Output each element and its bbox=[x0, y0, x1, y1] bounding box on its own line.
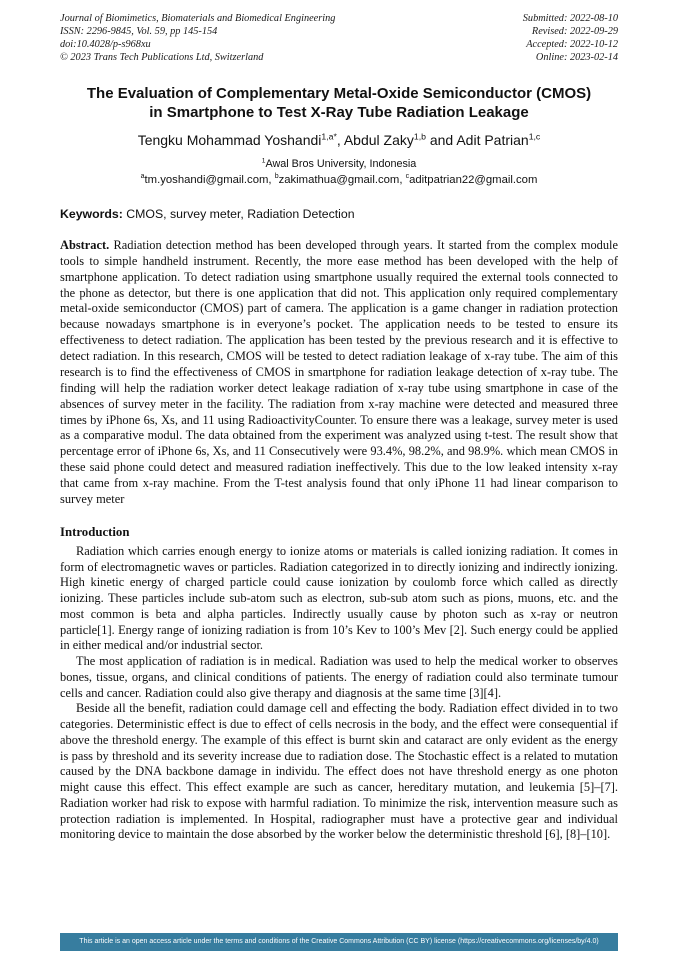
author-1-superscript: 1,a* bbox=[321, 131, 337, 142]
paper-title: The Evaluation of Complementary Metal-Oxide Semiconductor (CMOS) in Smartphone to Test X-Ray Tube Radiation Leakage bbox=[86, 85, 592, 122]
date-revised: Revised: 2022-09-29 bbox=[531, 25, 618, 37]
journal-copyright: © 2023 Trans Tech Publications Ltd, Switzerland bbox=[60, 51, 264, 63]
emails-separator-2: , bbox=[399, 173, 406, 186]
abstract-text: Radiation detection method has been developed through years. It started from the complex module tools to simple handheld instrument. Recently, the more ease method has been developed with the help of smartphone application. To detect radiation using smartphone usually required the external tools connected to the phone as detector, but there is one application that did not. This application only required complementary metal-oxide semiconductor (CMOS) part of camera. The application is a game changer in radiation protection because nowadays smartphone is in everyone’s pocket. The application needs to be tested to ensure its effectiveness to detect radiation. The application has been tested by the previous research and it is effective to detect radiation. In this research, CMOS will be tested to detect radiation leakage of x-ray tube. The aim of this research is to find the effectiveness of CMOS in smartphone for radiation leakage detection of x-ray tube. The finding will help the radiation worker detect leakage radiation of x-ray tube using smartphone in case of the absences of survey meter in the facility. The radiation from x-ray machine were detected and measured three times by iPhone 6s, Xs, and 11 using RadioactivityCounter. To ensure there was a leakage, survey meter is used as a comparative modul. The data obtained from the experiment was analyzed using t-test. The result show that percentage error of iPhone 6s, Xs, and 11 Consecutively were 93.4%, 98.2%, and 98.9%. which mean CMOS in these said phone could detect and measured radiation ineffectively. This due to the low leaked intensity x-ray that came from x-ray machine. From the T-test analysis found that only iPhone 11 had linear comparison to survey meter bbox=[60, 237, 618, 506]
journal-issn-volume: ISSN: 2296-9845, Vol. 59, pp 145-154 bbox=[60, 25, 218, 37]
license-text: This article is an open access article under the terms and conditions of the Creative Commons Attribution (CC BY) license (https://creativecommons.org/licenses/by/4.0) bbox=[79, 937, 599, 945]
journal-doi: doi:10.4028/p-s968xu bbox=[60, 38, 151, 50]
paper-header bbox=[60, 13, 618, 64]
introduction-paragraph-1: Radiation which carries enough energy to ionize atoms or materials is called ionizing radiation. It comes in form of electromagnetic waves or particles. Radiation categorized in to directly ionizing and indirectly ionizing. High kinetic energy of charged particle could cause ionization by coulomb force which called as directly ionizing. These particles include sub-atom such as electron, sub-sub atom such as pions, muons, etc. and the most common is beta and alpha particles. Indirectly usually cause by photon such as x-ray or neutron particle[1]. Energy range of ionizing radiation is from 10’s Kev to 100’s Mev [2]. Such energy could be applied in either medical and/or industrial sector. bbox=[60, 543, 618, 653]
author-3-superscript: 1,c bbox=[528, 131, 541, 142]
abstract-paragraph bbox=[60, 238, 618, 508]
author-3-name: Adit Patrian bbox=[456, 131, 529, 148]
author-2-name: Abdul Zaky bbox=[343, 131, 414, 148]
authors-separator-1: , bbox=[336, 131, 344, 148]
author-2-superscript: 1,b bbox=[413, 131, 426, 142]
authors-line bbox=[60, 132, 618, 148]
affiliation-superscript: 1 bbox=[261, 157, 266, 165]
email-2-superscript: b bbox=[274, 173, 279, 181]
license-bar bbox=[60, 933, 618, 951]
email-1-address: tm.yoshandi@gmail.com bbox=[144, 173, 269, 186]
emails-line bbox=[60, 174, 618, 186]
abstract-label: Abstract. bbox=[60, 237, 110, 252]
introduction-paragraph-3: Beside all the benefit, radiation could damage cell and effecting the body. Radiation effect divided in to two categories. Deterministic effect is due to effect of cells necrosis in the body, and the effect were consequential if above the threshold energy. The example of this effect is burnt skin and cataract are only evident as the energy is pass by threshold and its severity increase due to radiation dose. The Stochastic effect is a related to mutation caused by the DNA backbone damage in individu. The effect does not have threshold energy as one photon might cause this effect. This effect example are such as cancer, hereditary mutation, and leukemia [5]–[7]. Radiation worker had risk to expose with harmful radiation. To minimize the risk, intervention measure such as protection radiation is implemented. In Hospital, radiographer must have a protective gear and individual monitoring device to maintain the dose absorbed by the worker below the deterministic threshold [6], [8]–[10]. bbox=[60, 701, 618, 842]
journal-name: Journal of Biomimetics, Biomaterials and Biomedical Engineering bbox=[60, 13, 336, 24]
date-accepted: Accepted: 2022-10-12 bbox=[526, 38, 618, 50]
authors-separator-2: and bbox=[425, 131, 457, 148]
affiliation-line bbox=[60, 158, 618, 170]
date-online: Online: 2023-02-14 bbox=[535, 51, 618, 63]
article-dates-block bbox=[523, 13, 618, 64]
date-submitted: Submitted: 2022-08-10 bbox=[522, 13, 618, 24]
email-3-superscript: c bbox=[405, 173, 410, 181]
emails-separator-1: , bbox=[268, 173, 275, 186]
email-1-superscript: a bbox=[140, 173, 145, 181]
introduction-paragraph-2: The most application of radiation is in medical. Radiation was used to help the medical worker to observes bones, tissue, organs, and clinical conditions of patients. The energy of radiation could also terminate tumour cells and cancer. Radiation could also give therapy and diagnosis at the same time [3][4]. bbox=[60, 654, 618, 700]
section-heading-introduction: Introduction bbox=[60, 524, 130, 539]
journal-info-block bbox=[60, 13, 335, 64]
email-3-address: aditpatrian22@gmail.com bbox=[409, 173, 538, 186]
author-1-name: Tengku Mohammad Yoshandi bbox=[137, 131, 322, 148]
keywords-label: Keywords: bbox=[60, 206, 123, 221]
keywords-text: CMOS, survey meter, Radiation Detection bbox=[122, 206, 355, 221]
affiliation-text: Awal Bros University, Indonesia bbox=[265, 157, 417, 170]
email-2-address: zakimathua@gmail.com bbox=[278, 173, 400, 186]
introduction-section bbox=[60, 544, 618, 843]
keywords-line bbox=[60, 207, 618, 221]
